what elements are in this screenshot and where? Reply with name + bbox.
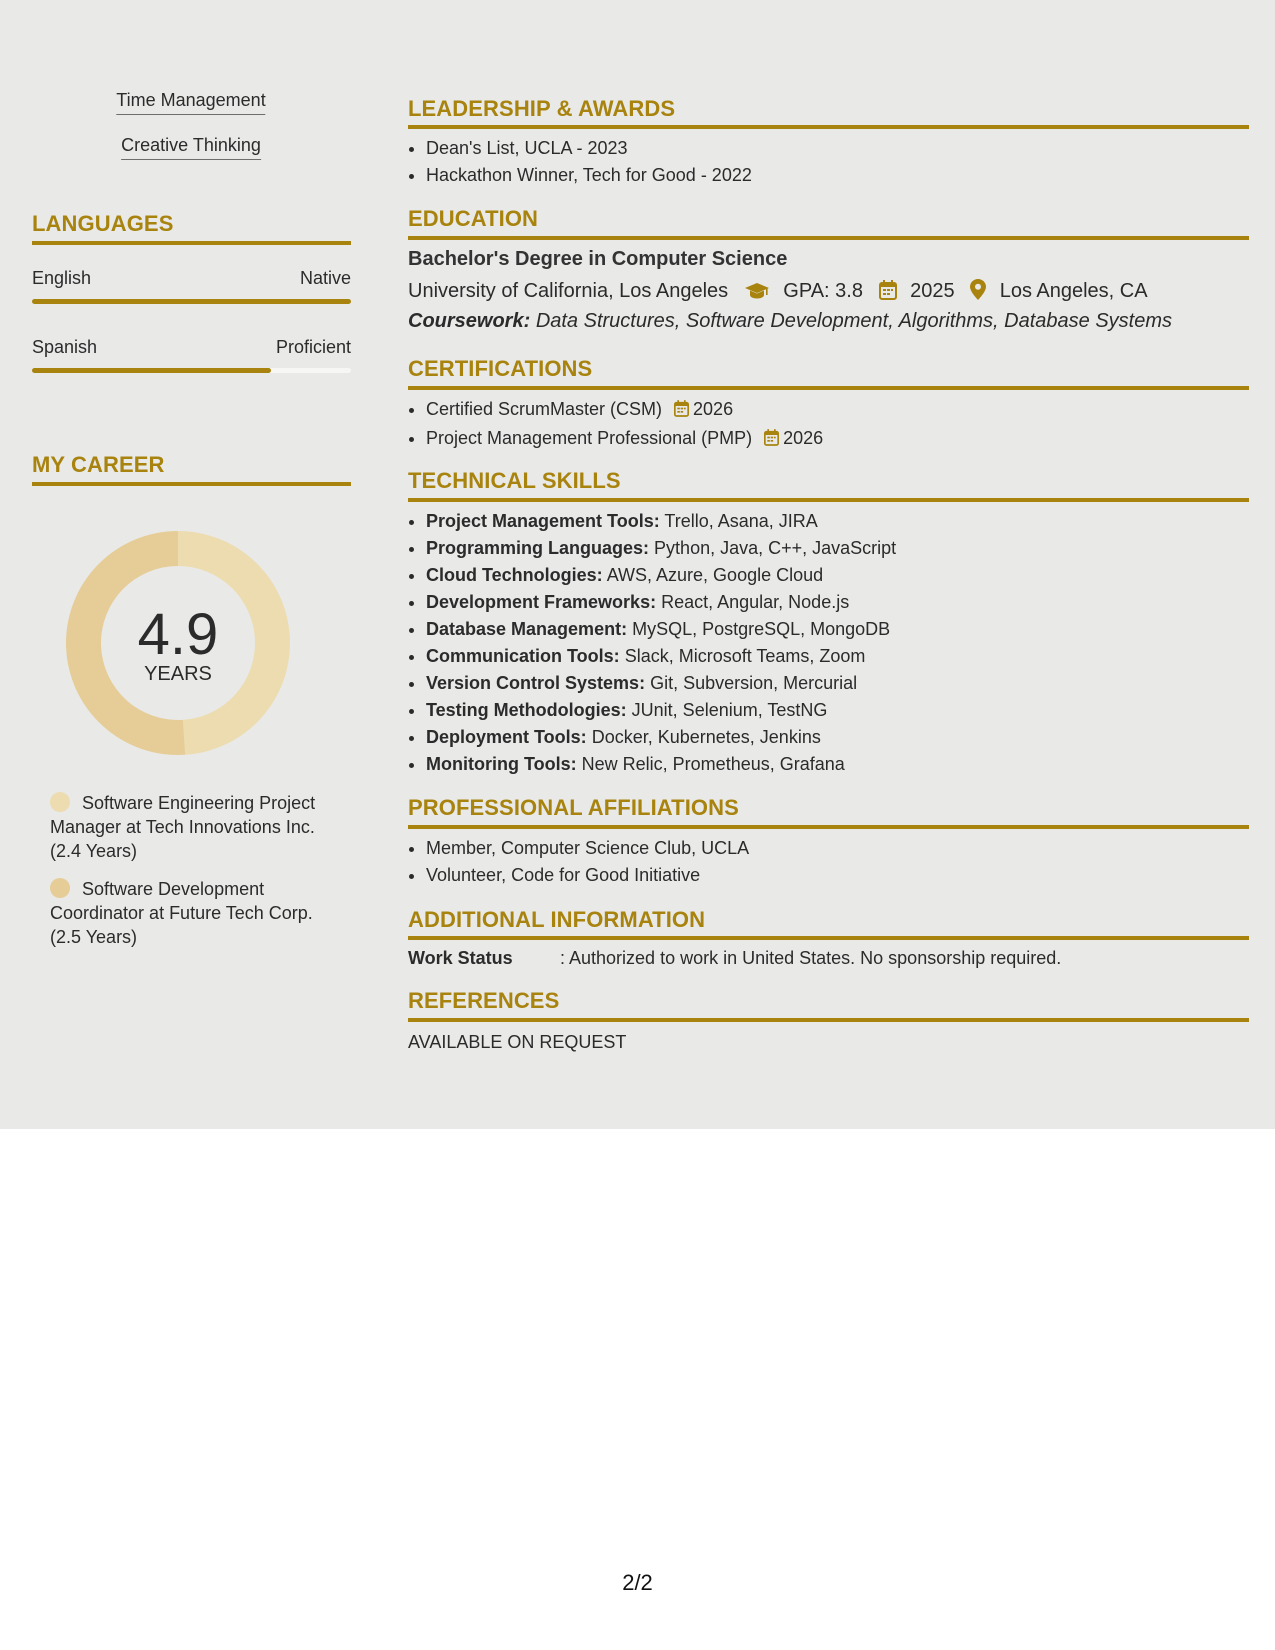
coursework bbox=[408, 310, 1172, 333]
language-bar bbox=[32, 368, 351, 373]
certifications-rule bbox=[408, 386, 1249, 390]
skill-item bbox=[426, 724, 896, 751]
career-years-unit: YEARS bbox=[144, 663, 212, 685]
affiliations-heading: PROFESSIONAL AFFILIATIONS bbox=[408, 795, 739, 820]
certification-name: Project Management Professional (PMP) bbox=[426, 428, 753, 448]
soft-skill-tag: Creative Thinking bbox=[121, 135, 261, 160]
certification-item bbox=[426, 396, 823, 425]
school-name: University of California, Los Angeles bbox=[408, 280, 729, 302]
list-item: • Hackathon Winner, Tech for Good - 2022 bbox=[426, 162, 752, 189]
technical-skills-list bbox=[408, 508, 896, 778]
affiliations-rule bbox=[408, 825, 1249, 829]
skill-item bbox=[426, 562, 896, 589]
work-status-label: Work Status bbox=[408, 948, 513, 968]
references-heading: REFERENCES bbox=[408, 988, 560, 1013]
calendar-icon bbox=[674, 398, 689, 425]
certifications-list bbox=[408, 396, 823, 454]
certification-year: 2026 bbox=[693, 399, 734, 419]
skill-category: Project Management Tools: bbox=[426, 511, 660, 531]
skill-category: Database Management: bbox=[426, 619, 628, 639]
coursework-label: Coursework: bbox=[408, 310, 531, 332]
skill-values: New Relic, Prometheus, Grafana bbox=[581, 754, 845, 774]
education-details bbox=[408, 279, 1148, 306]
skill-item bbox=[426, 535, 896, 562]
donut-center bbox=[66, 531, 290, 755]
languages-rule bbox=[32, 241, 351, 245]
certification-year: 2026 bbox=[783, 428, 824, 448]
skill-category: Testing Methodologies: bbox=[426, 700, 627, 720]
references-text: AVAILABLE ON REQUEST bbox=[408, 1032, 627, 1052]
skill-values: Docker, Kubernetes, Jenkins bbox=[591, 727, 821, 747]
language-bar bbox=[32, 299, 351, 304]
career-rule bbox=[32, 482, 351, 486]
career-legend-label: Software Development Coordinator at Future Tech Corp. (2.5 Years) bbox=[50, 879, 313, 947]
career-legend-item bbox=[50, 791, 340, 863]
references-rule bbox=[408, 1018, 1249, 1022]
education-heading: EDUCATION bbox=[408, 206, 539, 231]
certification-item bbox=[426, 425, 823, 454]
language-bar-fill bbox=[32, 368, 271, 373]
additional-info-heading: ADDITIONAL INFORMATION bbox=[408, 907, 706, 932]
leadership-rule bbox=[408, 125, 1249, 129]
skill-values: AWS, Azure, Google Cloud bbox=[606, 565, 824, 585]
graduation-cap-icon bbox=[744, 282, 770, 306]
technical-skills-rule bbox=[408, 498, 1249, 502]
legend-dot bbox=[50, 878, 70, 898]
skill-values: JUnit, Selenium, TestNG bbox=[631, 700, 828, 720]
languages-heading: LANGUAGES bbox=[32, 211, 174, 236]
skill-category: Communication Tools: bbox=[426, 646, 620, 666]
soft-skill-tag: Time Management bbox=[116, 90, 265, 115]
page-number: 2/2 bbox=[622, 1570, 653, 1595]
graduation-year: 2025 bbox=[910, 280, 955, 302]
skill-category: Version Control Systems: bbox=[426, 673, 646, 693]
career-legend-item bbox=[50, 877, 340, 949]
skill-values: MySQL, PostgreSQL, MongoDB bbox=[632, 619, 891, 639]
education-rule bbox=[408, 236, 1249, 240]
skill-values: Slack, Microsoft Teams, Zoom bbox=[624, 646, 866, 666]
skill-values: React, Angular, Node.js bbox=[661, 592, 850, 612]
map-pin-icon bbox=[970, 279, 986, 306]
work-status-value: : Authorized to work in United States. No sponsorship required. bbox=[560, 948, 1062, 968]
additional-info-rule bbox=[408, 936, 1249, 940]
list-item: • Volunteer, Code for Good Initiative bbox=[426, 862, 749, 889]
language-level: Proficient bbox=[275, 337, 351, 357]
technical-skills-heading: TECHNICAL SKILLS bbox=[408, 468, 621, 493]
skill-values: Python, Java, C++, JavaScript bbox=[654, 538, 897, 558]
skill-values: Trello, Asana, JIRA bbox=[664, 511, 818, 531]
skill-item bbox=[426, 616, 896, 643]
skill-category: Cloud Technologies: bbox=[426, 565, 603, 585]
coursework-list: Data Structures, Software Development, Algorithms, Database Systems bbox=[535, 310, 1173, 332]
certifications-heading: CERTIFICATIONS bbox=[408, 356, 593, 381]
skill-item bbox=[426, 697, 896, 724]
career-heading: MY CAREER bbox=[32, 452, 165, 477]
skill-category: Monitoring Tools: bbox=[426, 754, 577, 774]
leadership-heading: LEADERSHIP & AWARDS bbox=[408, 96, 676, 121]
career-legend-label: Software Engineering Project Manager at Tech Innovations Inc. (2.4 Years) bbox=[50, 793, 316, 861]
skill-item bbox=[426, 508, 896, 535]
career-total-years: 4.9 bbox=[137, 602, 219, 667]
gpa: GPA: 3.8 bbox=[783, 280, 863, 302]
skill-category: Deployment Tools: bbox=[426, 727, 587, 747]
skill-category: Programming Languages: bbox=[426, 538, 650, 558]
language-level: Native bbox=[299, 268, 351, 288]
language-name: English bbox=[32, 268, 92, 288]
skill-item bbox=[426, 589, 896, 616]
skill-values: Git, Subversion, Mercurial bbox=[650, 673, 858, 693]
affiliations-list bbox=[408, 835, 749, 889]
list-item: • Member, Computer Science Club, UCLA bbox=[426, 835, 749, 862]
language-name: Spanish bbox=[32, 337, 98, 357]
calendar-icon bbox=[879, 280, 897, 306]
leadership-list bbox=[408, 135, 752, 189]
work-status bbox=[408, 948, 1061, 969]
calendar-icon bbox=[764, 427, 779, 454]
list-item: • Dean's List, UCLA - 2023 bbox=[426, 135, 752, 162]
skill-item bbox=[426, 670, 896, 697]
school-location: Los Angeles, CA bbox=[999, 280, 1148, 302]
skill-item bbox=[426, 643, 896, 670]
legend-dot bbox=[50, 792, 70, 812]
language-bar-fill bbox=[32, 299, 351, 304]
certification-name: Certified ScrumMaster (CSM) bbox=[426, 399, 663, 419]
degree-title: Bachelor's Degree in Computer Science bbox=[408, 248, 788, 270]
skill-category: Development Frameworks: bbox=[426, 592, 657, 612]
skill-item bbox=[426, 751, 896, 778]
career-donut-chart bbox=[66, 531, 290, 755]
